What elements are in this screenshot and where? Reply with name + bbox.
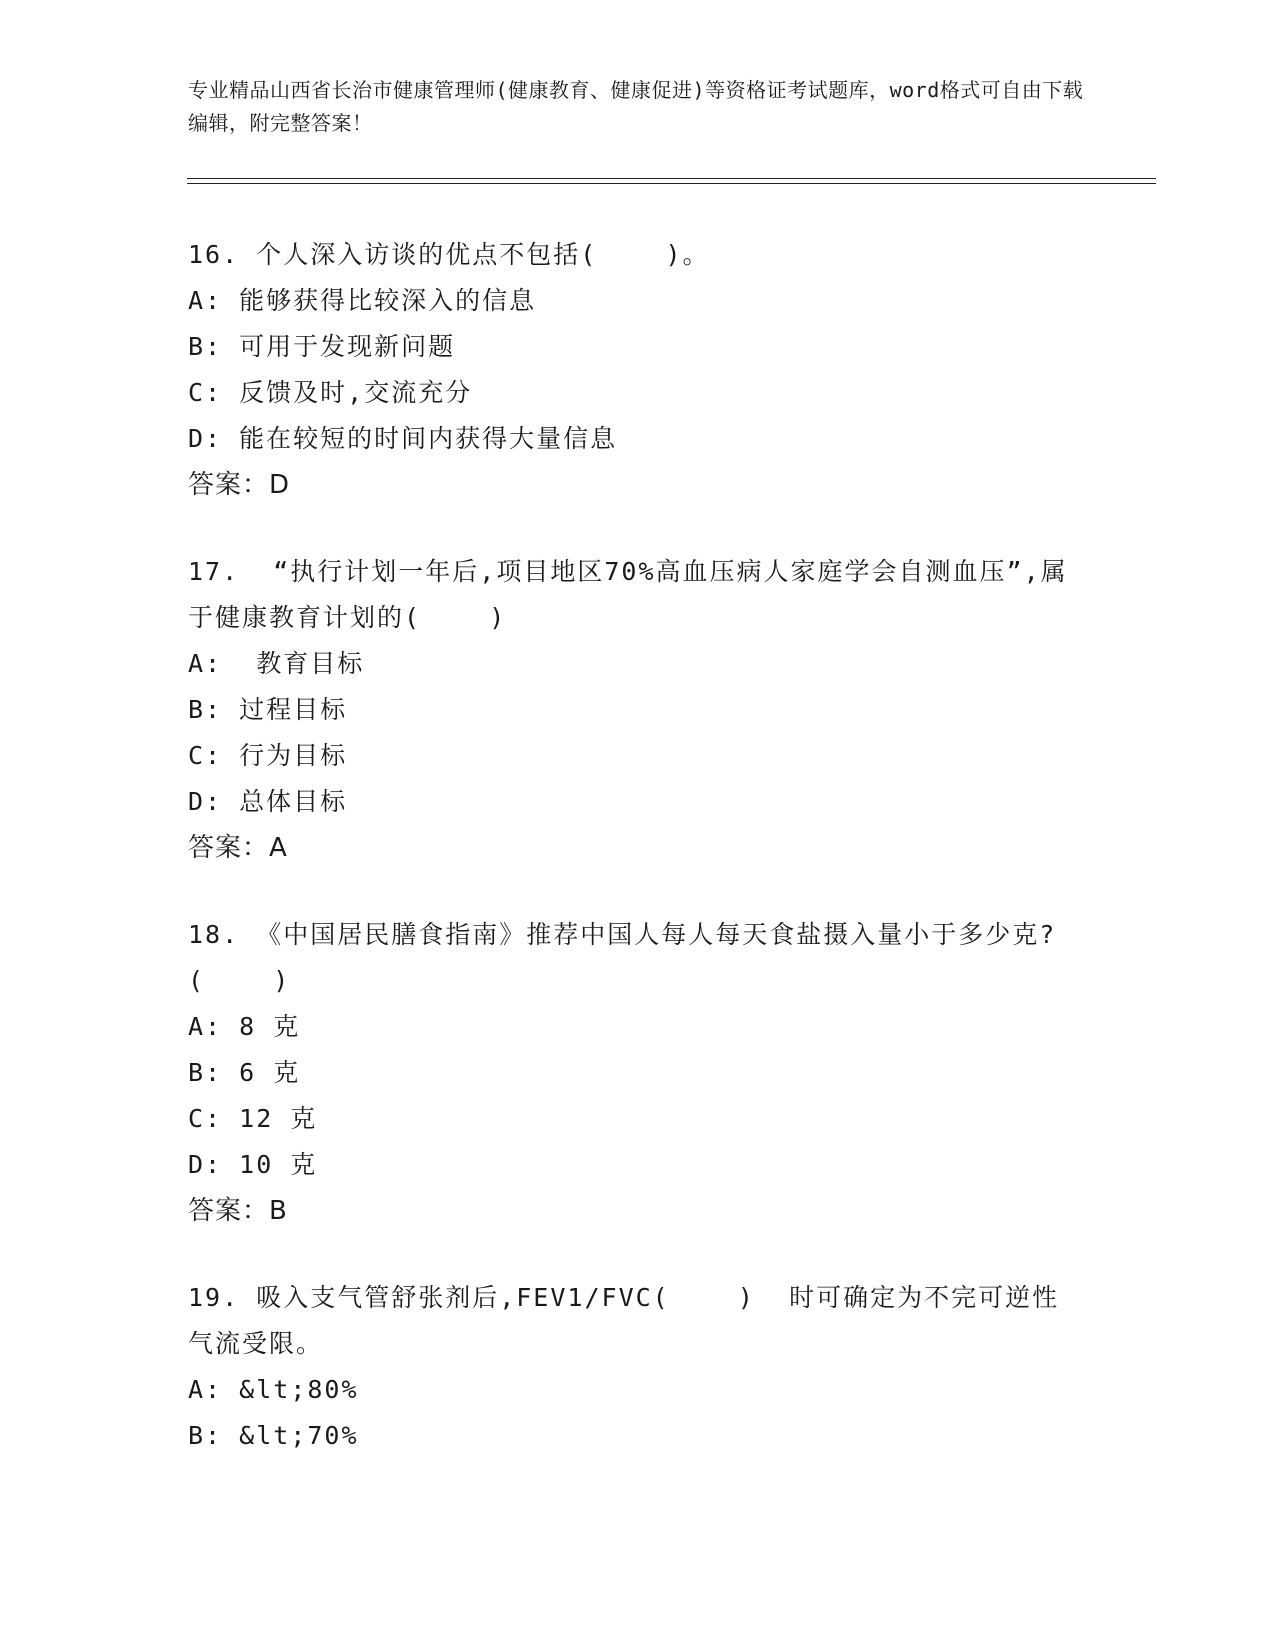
answer-label: 答案：D: [188, 470, 291, 500]
question-text: 18. 《中国居民膳食指南》推荐中国人每人每天食盐摄入量小于多少克?( ): [188, 920, 1057, 995]
option-a: A: 教育目标: [188, 649, 365, 678]
question-list: [188, 232, 1088, 1500]
option-c: C: 行为目标: [188, 741, 348, 770]
question-16: [188, 232, 1088, 508]
question-18: [188, 912, 1088, 1234]
answer-label: 答案：B: [188, 1196, 288, 1226]
option-a: A: 8 克: [188, 1012, 301, 1041]
option-c: C: 反馈及时,交流充分: [188, 378, 473, 407]
option-a: A: 能够获得比较深入的信息: [188, 286, 537, 315]
header-divider-bottom: [187, 183, 1156, 184]
option-c: C: 12 克: [188, 1104, 318, 1133]
option-d: D: 10 克: [188, 1150, 318, 1179]
option-b: B: 过程目标: [188, 695, 348, 724]
option-d: D: 能在较短的时间内获得大量信息: [188, 424, 618, 453]
option-b: B: &lt;70%: [188, 1421, 359, 1450]
option-b: B: 6 克: [188, 1058, 301, 1087]
question-text: 16. 个人深入访谈的优点不包括( )。: [188, 240, 710, 269]
option-a: A: &lt;80%: [188, 1375, 359, 1404]
question-17: [188, 549, 1088, 871]
document-header: 专业精品山西省长治市健康管理师(健康教育、健康促进)等资格证考试题库，word格式可自由下载编辑，附完整答案！: [188, 78, 1084, 135]
question-text: 19. 吸入支气管舒张剂后,FEV1/FVC( ) 时可确定为不完可逆性气流受限。: [188, 1283, 1060, 1358]
answer-label: 答案：A: [188, 833, 288, 863]
question-text: 17. “执行计划一年后,项目地区70%高血压病人家庭学会自测血压”,属于健康教育计划的( ): [188, 557, 1068, 632]
question-19: [188, 1275, 1088, 1459]
header-divider-top: [187, 178, 1156, 179]
option-d: D: 总体目标: [188, 787, 348, 816]
option-b: B: 可用于发现新问题: [188, 332, 456, 361]
